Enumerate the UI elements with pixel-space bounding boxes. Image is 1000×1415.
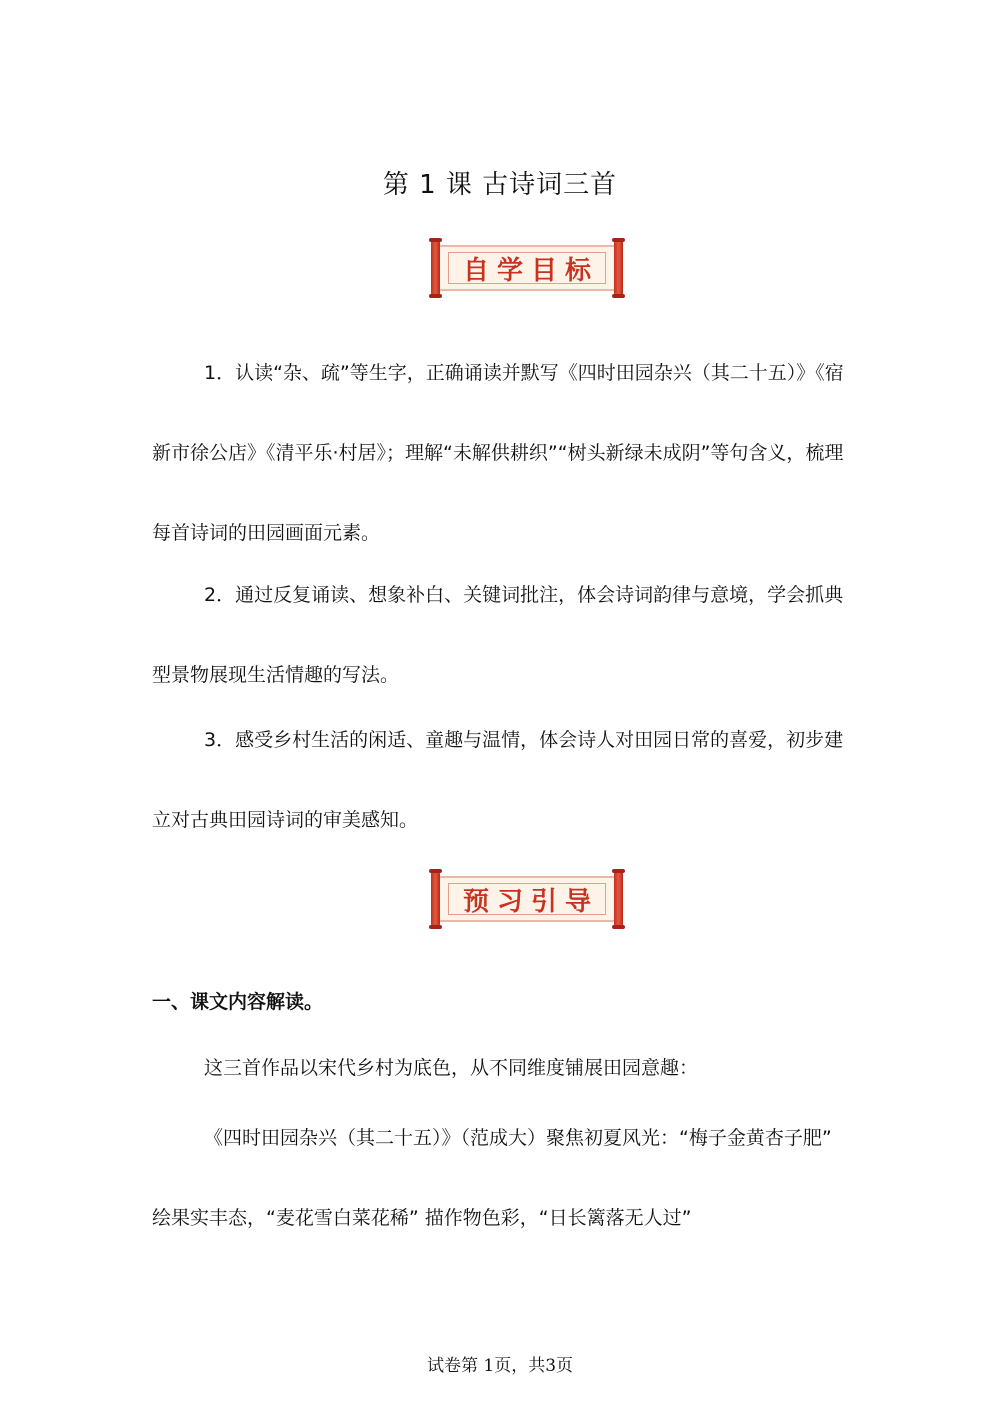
scroll-cap xyxy=(612,238,625,242)
section-paragraph xyxy=(152,1098,852,1258)
section-heading: 一、课文内容解读。 xyxy=(152,991,324,1013)
scroll-paper xyxy=(440,876,614,922)
section-intro xyxy=(152,1051,852,1085)
scroll-cap xyxy=(612,869,625,873)
goal-item-2 xyxy=(152,555,852,715)
preview-guide-banner xyxy=(431,871,623,927)
scroll-cap xyxy=(429,869,442,873)
scroll-rod-right xyxy=(614,240,623,296)
page-footer: 试卷第 1页，共3页 xyxy=(426,1356,574,1376)
self-study-goals-banner xyxy=(431,240,623,296)
page-title: 第 1 课 古诗词三首 xyxy=(382,170,618,200)
goal-text: 3．感受乡村生活的闲适、童趣与温情，体会诗人对田园日常的喜爱，初步建立对古典田园诗词的审美感知。 xyxy=(152,729,844,831)
scroll-rod-left xyxy=(431,871,440,927)
scroll-cap xyxy=(429,238,442,242)
banner-label: 预习引导 xyxy=(462,886,599,917)
scroll-rod-left xyxy=(431,240,440,296)
scroll-cap xyxy=(429,925,442,929)
banner-label: 自学目标 xyxy=(462,255,599,286)
section-paragraph-text: 《四时田园杂兴（其二十五）》（范成大）聚焦初夏风光：“梅子金黄杏子肥” 绘果实丰态，“麦花雪白菜花稀” 描作物色彩，“日长篱落无人过” xyxy=(152,1127,832,1229)
scroll-cap xyxy=(429,294,442,298)
scroll-paper xyxy=(440,245,614,291)
scroll-rod-right xyxy=(614,871,623,927)
scroll-cap xyxy=(612,925,625,929)
goal-item-1 xyxy=(152,333,852,573)
section-intro-text: 这三首作品以宋代乡村为底色，从不同维度铺展田园意趣： xyxy=(204,1057,699,1079)
scroll-cap xyxy=(612,294,625,298)
goal-text: 2．通过反复诵读、想象补白、关键词批注，体会诗词韵律与意境，学会抓典型景物展现生活情趣的写法。 xyxy=(152,584,844,686)
goal-item-3 xyxy=(152,700,852,860)
goal-text: 1．认读“杂、疏”等生字，正确诵读并默写《四时田园杂兴（其二十五）》《宿新市徐公店》《清平乐·村居》；理解“未解供耕织”“树头新绿未成阴”等句含义，梳理每首诗词的田园画面元素。 xyxy=(152,362,844,544)
